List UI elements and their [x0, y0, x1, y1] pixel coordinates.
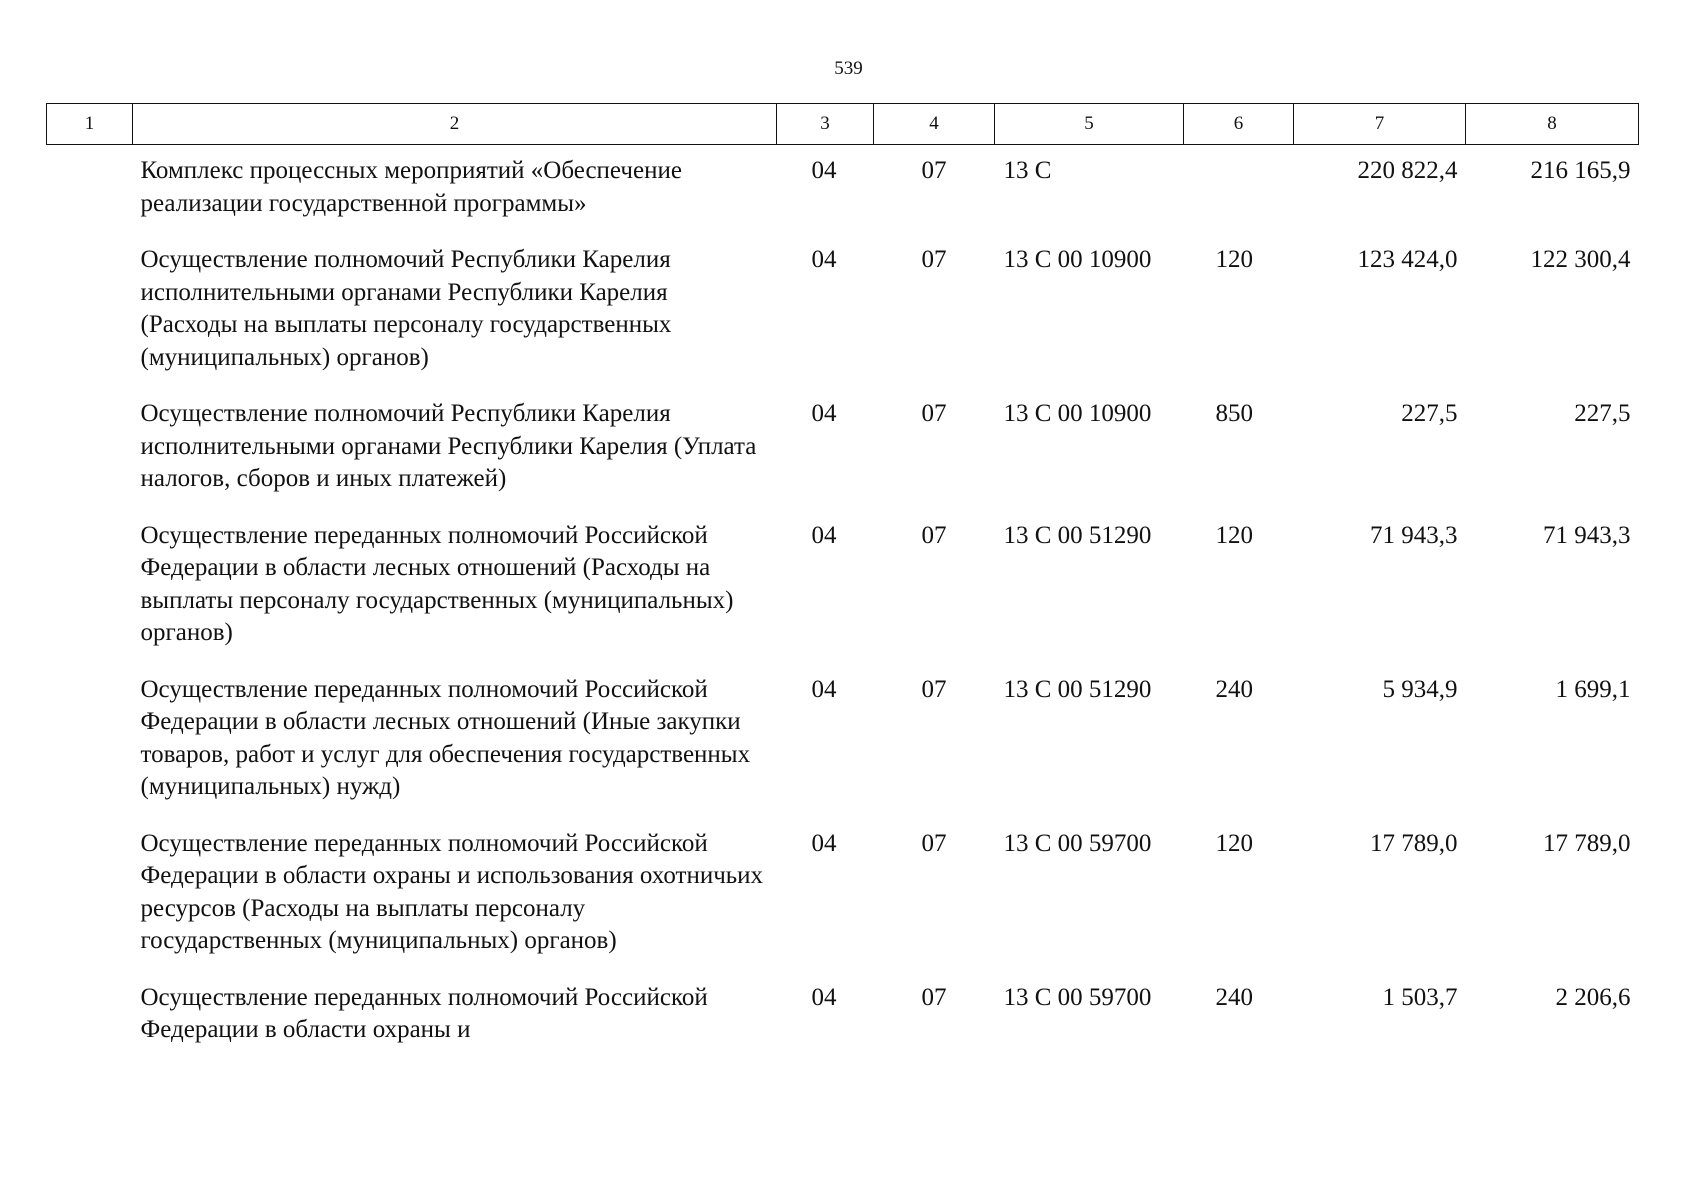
table-row [47, 386, 1639, 508]
page-number: 539 [834, 58, 863, 79]
cell-section: 04 [811, 983, 837, 1011]
cell-amount-1: 71 943,3 [1370, 521, 1458, 549]
cell-target: 13 С 00 10900 [1003, 400, 1152, 427]
cell-amount-1: 123 424,0 [1357, 246, 1458, 273]
cell-section: 04 [811, 246, 837, 273]
column-header: 2 [133, 104, 777, 145]
cell-amount-2: 2 206,6 [1555, 983, 1631, 1011]
column-header: 3 [777, 104, 874, 145]
column-header: 1 [47, 104, 133, 145]
cell-expense-type: 120 [1215, 246, 1253, 273]
column-header: 5 [995, 104, 1184, 145]
cell-expense-type [1184, 145, 1294, 233]
cell-section: 04 [811, 521, 837, 549]
cell-amount-2: 1 699,1 [1555, 675, 1631, 703]
cell-subsection: 07 [921, 246, 947, 273]
cell-amount-2: 17 789,0 [1543, 829, 1631, 857]
cell-expense-type: 850 [1215, 400, 1253, 427]
cell-section: 04 [811, 400, 837, 427]
cell-empty [47, 662, 133, 816]
cell-name: Осуществление полномочий Республики Карелия исполнительными органами Республики Карелия (Уплата налогов, сборов и иных платежей) [140, 400, 757, 492]
cell-empty [47, 386, 133, 508]
cell-amount-1: 227,5 [1401, 400, 1458, 427]
cell-subsection: 07 [921, 675, 947, 703]
table-row [47, 970, 1639, 1059]
column-header: 8 [1466, 104, 1639, 145]
cell-amount-1: 5 934,9 [1382, 675, 1458, 703]
column-header: 6 [1184, 104, 1294, 145]
cell-name: Осуществление переданных полномочий Российской Федерации в области лесных отношений (Иные закупки товаров, работ и услуг для обеспечения государственных (муниципальных) нужд) [140, 675, 751, 800]
cell-empty [47, 145, 133, 233]
cell-empty [47, 816, 133, 970]
cell-section: 04 [811, 157, 837, 184]
cell-expense-type: 240 [1215, 675, 1253, 703]
cell-empty [47, 970, 133, 1059]
table-row [47, 145, 1639, 233]
table-row [47, 508, 1639, 662]
cell-amount-2: 122 300,4 [1530, 246, 1631, 273]
cell-subsection: 07 [921, 521, 947, 549]
cell-target: 13 С [1003, 157, 1052, 184]
cell-section: 04 [811, 675, 837, 703]
cell-name: Осуществление переданных полномочий Российской Федерации в области охраны и использования охотничьих ресурсов (Расходы на выплаты персоналу государственных (муниципальных) органов) [140, 829, 764, 954]
cell-amount-1: 220 822,4 [1357, 157, 1458, 184]
cell-amount-1: 17 789,0 [1370, 829, 1458, 857]
cell-expense-type: 120 [1215, 521, 1253, 549]
column-header: 4 [874, 104, 995, 145]
cell-subsection: 07 [921, 829, 947, 857]
cell-amount-2: 227,5 [1574, 400, 1631, 427]
cell-name: Осуществление полномочий Республики Карелия исполнительными органами Республики Карелия (Расходы на выплаты персоналу государственных (муниципальных) органов) [140, 246, 672, 371]
cell-empty [47, 508, 133, 662]
cell-name: Осуществление переданных полномочий Российской Федерации в области охраны и [140, 983, 708, 1043]
cell-section: 04 [811, 829, 837, 857]
cell-amount-2: 71 943,3 [1543, 521, 1631, 549]
cell-amount-1: 1 503,7 [1382, 983, 1458, 1011]
cell-subsection: 07 [921, 983, 947, 1011]
cell-name: Осуществление переданных полномочий Российской Федерации в области лесных отношений (Расходы на выплаты персоналу государственных (муниципальных) органов) [140, 521, 734, 646]
cell-target: 13 С 00 10900 [1003, 246, 1152, 273]
table-row [47, 232, 1639, 386]
budget-table [46, 103, 1639, 1059]
table-row [47, 662, 1639, 816]
cell-expense-type: 240 [1215, 983, 1253, 1011]
cell-subsection: 07 [921, 157, 947, 184]
cell-target: 13 С 00 59700 [1003, 983, 1152, 1011]
cell-name: Комплекс процессных мероприятий «Обеспечение реализации государственной программы» [140, 157, 682, 217]
cell-empty [47, 232, 133, 386]
cell-subsection: 07 [921, 400, 947, 427]
cell-target: 13 С 00 51290 [1003, 675, 1152, 703]
header-row [47, 104, 1639, 145]
cell-amount-2: 216 165,9 [1530, 157, 1631, 184]
cell-target: 13 С 00 51290 [1003, 521, 1152, 549]
cell-expense-type: 120 [1215, 829, 1253, 857]
column-header: 7 [1294, 104, 1466, 145]
table-row [47, 816, 1639, 970]
cell-target: 13 С 00 59700 [1003, 829, 1152, 857]
